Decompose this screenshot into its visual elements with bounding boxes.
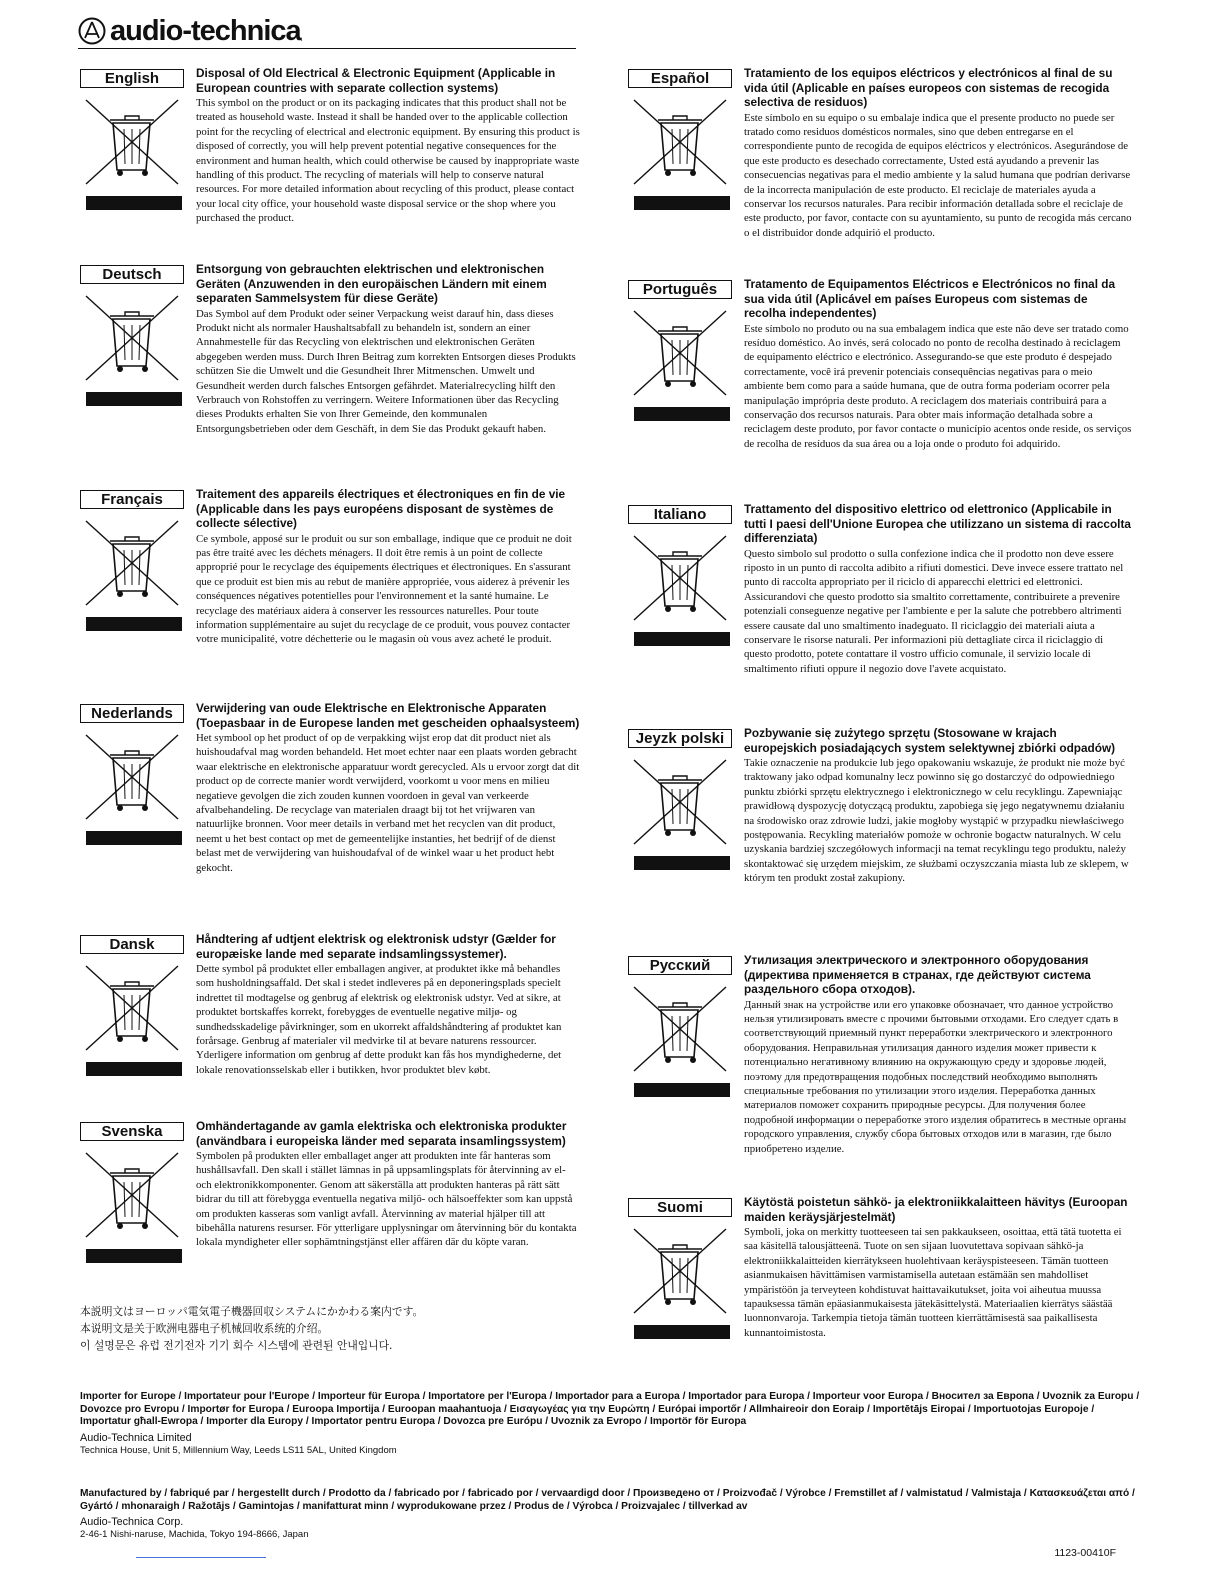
language-label: Suomi — [628, 1198, 732, 1217]
korean-notice: 이 설명문은 유럽 전기전자 기기 회수 시스템에 관련된 안내입니다. — [80, 1339, 393, 1352]
section-title: Verwijdering van oude Elektrische en Elektronische Apparaten (Toepasbaar in de Europese landen met gescheiden ophaalsysteem) — [196, 701, 580, 730]
section-body: Het symbool op het product of op de verpakking wijst erop dat dit product niet als huishoudafval mag worden behandeld. Het moet echter naar een plaats worden gebracht waar elektrische en elektronische apparatuur wordt gerecycled. Als u ervoor zorgt dat dit product op de correcte manier wordt verwijderd, voorkomt u voor mens en milieu negatieve gevolgen die zich zouden kunnen voordoen in geval van verkeerde afvalbehandeling. De recyclage van materialen draagt bij tot het vrijwaren van natuurlijke bronnen. Voor meer details in verband met het recyclen van dit product, neemt u het best contact op met de gemeentelijke instanties, het bedrijf of de dienst belast met de verwijdering van huishoudafval of de winkel waar u het product hebt gekocht. — [196, 732, 580, 874]
crossed-bin-icon — [630, 303, 730, 403]
black-bar — [634, 1325, 730, 1339]
language-label: Deutsch — [80, 265, 184, 284]
section-title: Tratamento de Equipamentos Eléctricos e Electrónicos no final da sua vida útil (Aplicável em países Europeus com sistemas de recolha independentes) — [744, 277, 1116, 320]
section-body: This symbol on the product or on its packaging indicates that this product shall not be treated as household waste. Instead it shall be handed over to the applicable collection point for the recycling of electrical and electronic equipment. By ensuring this product is disposed of correctly, you will help prevent potential negative consequences for the environment and human health, which could otherwise be caused by inappropriate waste handling of this product. The recycling of materials will help to conserve natural resources. For more detailed information about recycling of this product, please contact your local city office, your household waste disposal service or the shop where you purchased the product. — [196, 97, 580, 225]
asian-language-notice — [80, 1303, 423, 1354]
crossed-bin-icon — [82, 1145, 182, 1245]
crossed-bin-icon — [82, 727, 182, 827]
section-title: Håndtering af udtjent elektrisk og elektronisk udstyr (Gælder for europæiske lande med separate indsamlingssystemer). — [196, 932, 556, 961]
black-bar — [634, 1083, 730, 1097]
section-title: Omhändertagande av gamla elektriska och elektroniska produkter (användbara i europeiska länder med separata insamlingssystem) — [196, 1119, 567, 1148]
black-bar — [634, 632, 730, 646]
section-body: Das Symbol auf dem Produkt oder seiner Verpackung weist darauf hin, dass dieses Produkt nicht als normaler Haushaltsabfall zu behandeln ist, sondern an einer Annahmestelle für das Recycling von elektrischen und elektronischen Geräten abgegeben werden muss. Durch Ihren Beitrag zum korrekten Entsorgen dieses Produkts schützen Sie die Umwelt und die Gesundheit Ihrer Mitmenschen. Umwelt und Gesundheit werden durch falsches Entsorgen gefährdet. Materialrecycling hilft den Verbrauch von Rohstoffen zu verringern. Weitere Informationen über das Recycling dieses Produkts erhalten Sie von Ihrer Gemeinde, den kommunalen Entsorgungsbetrieben oder dem Geschäft, in dem Sie das Produkt gekauft haben. — [196, 307, 576, 435]
section-body: Este símbolo en su equipo o su embalaje indica que el presente producto no puede ser tratado como residuos domésticos normales, sino que deben entregarse en el correspondiente punto de recogida de equipos eléctricos y electrónicos. Asegurándose de que este producto es desechado correctamente, Usted está ayudando a prevenir las consecuencias negativas para el medio ambiente y la salud humana que podrían derivarse de la incorrecta manipulación de este producto. El reciclaje de materiales ayuda a conservar los recursos naturales. Para recibir información detallada sobre el reciclaje de este producto, por favor, contacte con su ayuntamiento, su punto de recogida más cercano o el distribuidor donde adquirió el producto. — [744, 111, 1132, 239]
logo-symbol-icon — [78, 17, 106, 45]
black-bar — [86, 1249, 182, 1263]
chinese-notice: 本说明文是关于欧洲电器电子机械回收系统的介绍。 — [80, 1322, 329, 1335]
importer-address: Technica House, Unit 5, Millennium Way, Leeds LS11 5AL, United Kingdom — [80, 1444, 397, 1456]
manufacturer-block — [80, 1488, 1140, 1541]
black-bar — [634, 196, 730, 210]
importer-block — [80, 1391, 1140, 1457]
section-title: Disposal of Old Electrical & Electronic Equipment (Applicable in European countries with separate collection systems) — [196, 66, 556, 95]
language-label: Português — [628, 280, 732, 299]
section-body: Данный знак на устройстве или его упаковке обозначает, что данное устройство нельзя утилизировать вместе с прочими бытовыми отходами. Его следует сдать в соответствующий приемный пункт переработки электрического и электронного оборудования. Неправильная утилизация данного изделия может привести к потенциально негативному влиянию на окружающую среду и здоровье людей, поэтому для предотвращения подобных последствий необходимо выполнять специальные требования по утилизации этого изделия. Переработка данных материалов поможет сохранить природные ресурсы. Для получения более подробной информации о переработке этого изделия обратитесь в местные органы городского управления, службу сбора бытовых отходов или в магазин, где было приобретено изделие. — [744, 998, 1127, 1155]
section-title: Trattamento del dispositivo elettrico od elettronico (Applicabile in tutti I paesi dell'Unione Europea che utilizzano un sistema di raccolta differenziata) — [744, 502, 1131, 545]
brand-logo — [78, 14, 303, 48]
language-label: Français — [80, 490, 184, 509]
section-body: Symbolen på produkten eller emballaget anger att produkten inte får hanteras som hushållsavfall. Den skall i stället lämnas in på uppsamlingsplats för återvinning av el- och elektronikkomponenter. Genom att säkerställa att produkten hanteras på rätt sätt bidrar du till att förebygga eventuella negativa miljö- och hälsoeffekter som kan uppstå om produkten kasseras som vanligt avfall. Återvinning av material hjälper till att bibehålla naturens resurser. För ytterligare upplysningar om återvinning bör du kontakta lokala myndigheter eller sophämtningstjänst eller affären där du köpte varan. — [196, 1150, 577, 1249]
language-label: Español — [628, 69, 732, 88]
section-title: Traitement des appareils électriques et électroniques en fin de vie (Applicable dans les pays européens disposant de systèmes de collecte sélective) — [196, 487, 566, 530]
language-label: Svenska — [80, 1122, 184, 1141]
section-body: Dette symbol på produktet eller emballagen angiver, at produktet ikke må behandles som husholdningsaffald. Det skal i stedet indleveres på en deponeringsplads specielt indrettet til modtagelse og genbrug af elektrisk og elektronisk udstyr. Ved at sikre, at produktet bortskaffes korrekt, forebygges de eventuelle negative miljø- og sundhedsskadelige påvirkninger, som en ukorrekt affaldshåndtering af produktet kan forårsage. Genbrug af materialer vil medvirke til at bevare naturens ressourcer. Yderligere information om genbrug af dette produkt kan fås hos myndighederne, det lokale renovationsselskab eller i butikken, hvor produktet blev købt. — [196, 963, 562, 1076]
document-number: 1123-00410F — [1054, 1547, 1116, 1559]
section-title: Утилизация электрического и электронного оборудования (директива применяется в странах, где действуют система раздельного сбора отходов). — [744, 953, 1091, 996]
manufacturer-heading: Manufactured by / fabriqué par / hergestellt durch / Prodotto da / fabricado por / fabricado por / vervaardigd door / Произведено от / Proizvođač / Výrobce / Fremstillet af / valmistatud / Valmistaja / Κατασκευάζεται από / Gyártó / mhonaraigh / Ražotājs / Gamintojas / manifatturat minn / wyprodukowane przez / Produs de / Výrobca / Proizvajalec / tillverkad av — [80, 1488, 1135, 1512]
brand-name: audio-technica — [110, 14, 301, 47]
black-bar — [86, 831, 182, 845]
crossed-bin-icon — [630, 1221, 730, 1321]
black-bar — [86, 1062, 182, 1076]
crossed-bin-icon — [82, 92, 182, 192]
manufacturer-company: Audio-Technica Corp. — [80, 1516, 184, 1529]
section-title: Entsorgung von gebrauchten elektrischen und elektronischen Geräten (Anzuwenden in den europäischen Ländern mit einem separaten Sammelsystem für diese Geräte) — [196, 262, 547, 305]
section-body: Ce symbole, apposé sur le produit ou sur son emballage, indique que ce produit ne doit pas être traité avec les déchets ménagers. Il doit être remis à un point de collecte approprié pour le recyclage des équipements électriques et électroniques. En s'assurant que ce produit est bien mis au rebut de manière appropriée, vous aiderez à prévenir les conséquences négatives potentielles pour l'environnement et la santé humaine. Le recyclage des matériaux aidera à conserver les ressources naturelles. Pour toute information supplémentaire au sujet du recyclage de ce produit, vous pouvez contacter votre municipalité, votre déchetterie ou le magasin où vous avez acheté le produit. — [196, 532, 572, 646]
section-body: Symboli, joka on merkitty tuotteeseen tai sen pakkaukseen, osoittaa, että tätä tuotetta ei saa käsitellä talousjätteenä. Tuote on sen sijaan luovutettava sopivaan sähkö-ja elektroniikkalaitteiden kierrätykseen huolehtivaan keräyspisteeseen. Tämän tuotteen asianmukaisen hävittämisen varmistamisella autetaan estämään sen mahdolliset ympäristöön ja terveyteen kohdistuvat haittavaikutukset, joita voi aiheutua muussa tapauksessa tämän epäasianmukaisesta jätekäsittelystä. Materiaalien kierrätys säästää luonnonvaroja. Tarkempia tietoja tämän tuotteen kierrättämisestä saa paikallisesta kunnantoimistosta. — [744, 1226, 1122, 1339]
language-label: English — [80, 69, 184, 88]
crossed-bin-icon — [82, 958, 182, 1058]
section-body: Takie oznaczenie na produkcie lub jego opakowaniu wskazuje, że produkt nie może być traktowany jako odpad komunalny lecz powinno się go dostarczyć do odpowiedniego punktu zbiórki sprzętu elektrycznego i elektronicznego w celu recyklingu. Zapewniając prawidłową dyspozycję dotyczącą produktu, zapobiega się jego negatywnemu działaniu na środowisko oraz zdrowie ludzi, jakie mogłoby wystąpić w przypadku niewłaściwego postępowania. Recykling materiałów pomoże w ochronie bogactw naturalnych. W celu uzyskania bardziej szczegółowych informacji na temat recyklingu tego produktu, należy skontaktować się urzędem miejskim, ze służbami oczyszczania miasta lub ze sklepem, w którym ten produkt został zakupiony. — [744, 757, 1129, 885]
importer-company: Audio-Technica Limited — [80, 1431, 192, 1444]
language-label: Jeyzk polski — [628, 729, 732, 748]
language-label: Dansk — [80, 935, 184, 954]
manufacturer-address: 2-46-1 Nishi-naruse, Machida, Tokyo 194-8666, Japan — [80, 1529, 309, 1541]
blue-underline — [136, 1557, 266, 1558]
section-body: Este símbolo no produto ou na sua embalagem indica que este não deve ser tratado como resíduo doméstico. Ao invés, será colocado no ponto de recolha destinado à reciclagem de equipamento eléctrico e electrónico. Assegurando-se que este produto é despejado correctamente, você irá prevenir potenciais consequências negativas para o meio ambiente bem como para a saúde humana, que de outra forma poderiam ocorrer pela manipulação imprópria deste produto. A reciclagem dos materiais contribuirá para a conservação dos recursos naturais. Para obter mais informação detalhada sobre a reciclagem deste produto, por favor contacte o município acentos onde reside, os serviços de recolha de resíduos da sua área ou a loja onde o produto foi adquirido. — [744, 322, 1132, 450]
section-title: Käytöstä poistetun sähkö- ja elektroniikkalaitteen hävitys (Euroopan maiden keräysjärjestelmät) — [744, 1195, 1128, 1224]
crossed-bin-icon — [630, 528, 730, 628]
crossed-bin-icon — [82, 288, 182, 388]
language-label: Italiano — [628, 505, 732, 524]
header-rule — [78, 48, 576, 49]
black-bar — [86, 392, 182, 406]
language-label: Русский — [628, 956, 732, 975]
crossed-bin-icon — [630, 92, 730, 192]
black-bar — [86, 196, 182, 210]
crossed-bin-icon — [82, 513, 182, 613]
section-body: Questo simbolo sul prodotto o sulla confezione indica che il prodotto non deve essere riposto in un punto di raccolta adibito a rifiuti domestici. Deve invece essere trattato nel punto di raccolta appropriato per il riciclo di apparecchi elettrici ed elettronici. Assicurandovi che questo prodotto sia smaltito correttamente, contribuirete a prevenire potenziali conseguenze negative per l'ambiente e per la salute che potrebbero altrimenti essere causate dal uno smaltimento inadeguato. Il riciclaggio dei materiali aiuta a conservare le risorse naturali. Per informazioni più dettagliate circa il riciclaggio di questo prodotto, potete contattare il vostro ufficio comunale, il servizio locale di smaltimento rifiuti oppure il negozio dove l'avete acquistato. — [744, 547, 1124, 675]
crossed-bin-icon — [630, 752, 730, 852]
section-title: Tratamiento de los equipos eléctricos y electrónicos al final de su vida útil (Aplicable en países europeos con sistemas de recogida selectiva de residuos) — [744, 66, 1113, 109]
japanese-notice: 本説明文はヨーロッパ電気電子機器回収システムにかかわる案内です。 — [80, 1305, 424, 1318]
importer-heading: Importer for Europe / Importateur pour l'Europe / Importeur für Europa / Importatore per l'Europa / Importador para a Europa / Importador para Europa / Importeur voor Europa / Вносител за Европа / Uvoznik za Europu / Dovozce pro Evropu / Importør for Europa / Euroopa Importija / Euroopan maahantuoja / Εισαγωγέας για την Ευρώπη / Európai importőr / Allmhaireoir don Eoraip / Importētājs Eiropai / Importuotojas Europoje / Importatur għall-Ewropa / Importer dla Europy / Importator pentru Europa / Dovozca pre Európu / Uvoznik za Evropo / Importör för Europa — [80, 1391, 1140, 1428]
crossed-bin-icon — [630, 979, 730, 1079]
black-bar — [634, 856, 730, 870]
section-title: Pozbywanie się zużytego sprzętu (Stosowane w krajach europejskich posiadających system selektywnej zbiórki odpadów) — [744, 726, 1116, 755]
registered-mark: . — [300, 33, 303, 43]
black-bar — [634, 407, 730, 421]
black-bar — [86, 617, 182, 631]
language-label: Nederlands — [80, 704, 184, 723]
